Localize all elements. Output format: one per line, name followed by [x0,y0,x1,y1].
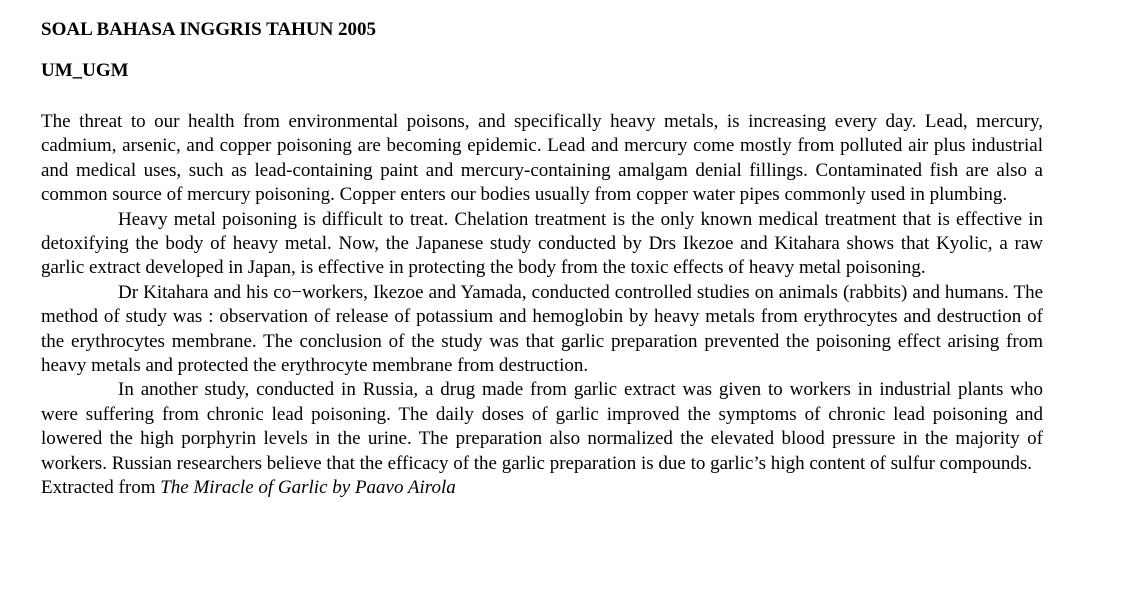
document-title: SOAL BAHASA INGGRIS TAHUN 2005 [41,19,377,40]
source-title: The Miracle of Garlic by Paavo Airola [160,477,456,499]
paragraph-1: The threat to our health from environmental poisons, and specifically heavy metals, is increasing every day. Lead, mercury, cadmium, arsenic, and copper poisoning are becoming epidemic. Lead and mercury come mostly from polluted air plus industrial and medical uses, such as lead-containing paint and mercury-containing amalgam denial fillings. Contaminated fish are also a common source of mercury poisoning. Copper enters our bodies usually from copper water pipes commonly used in plumbing. [41,111,1043,206]
paragraph-4: In another study, conducted in Russia, a drug made from garlic extract was given to workers in industrial plants who were suffering from chronic lead poisoning. The daily doses of garlic improved the symptoms of chronic lead poisoning and lowered the high porphyrin levels in the urine. The preparation also normalized the elevated blood pressure in the majority of workers. Russian researchers believe that the efficacy of the garlic preparation is due to garlic’s high content of sulfur compounds. [41,379,1043,474]
source-citation [41,476,1043,500]
document-page [41,18,1043,501]
paragraph-3: Dr Kitahara and his co−workers, Ikezoe and Yamada, conducted controlled studies on animals (rabbits) and humans. The method of study was : observation of release of potassium and hemoglobin by heavy metals from erythrocytes and destruction of the erythrocytes membrane. The conclusion of the study was that garlic preparation prevented the poisoning effect arising from heavy metals and protected the erythrocyte membrane from destruction. [41,281,1043,377]
passage [41,110,1043,501]
document-subtitle: UM_UGM [41,60,129,81]
paragraph-2: Heavy metal poisoning is difficult to treat. Chelation treatment is the only known medical treatment that is effective in detoxifying the body of heavy metal. Now, the Japanese study conducted by Drs Ikezoe and Kitahara shows that Kyolic, a raw garlic extract developed in Japan, is effective in protecting the body from the toxic effects of heavy metal poisoning. [41,208,1043,279]
source-prefix: Extracted from [41,477,161,499]
